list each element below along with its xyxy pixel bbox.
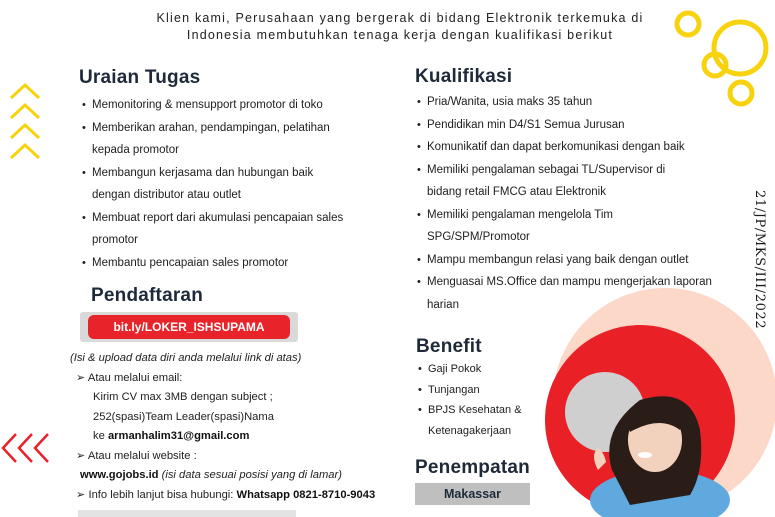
uraian-item: • Memonitoring & mensupport promotor di toko bbox=[82, 94, 372, 117]
kualifikasi-list bbox=[417, 91, 717, 316]
email-line-3 bbox=[70, 427, 400, 447]
kualifikasi-title: Kualifikasi bbox=[415, 66, 513, 87]
chevron-left-icon bbox=[0, 430, 60, 466]
website-note: (isi data sesuai posisi yang di lamar) bbox=[161, 469, 342, 481]
kualifikasi-item: • Memiliki pengalaman mengelola Tim SPG/SPM/Promotor bbox=[417, 204, 657, 249]
kualifikasi-item: • Menguasai MS.Office dan mampu mengerjakan laporan harian bbox=[417, 271, 712, 316]
uraian-title: Uraian Tugas bbox=[79, 67, 201, 88]
kualifikasi-item: • Mampu membangun relasi yang baik dengan outlet bbox=[417, 249, 717, 272]
website-label: ➢ Atau melalui website : bbox=[76, 449, 197, 462]
benefit-item: • BPJS Kesehatan & Ketenagakerjaan bbox=[418, 400, 538, 441]
contact-line bbox=[70, 486, 400, 506]
location-badge: Makassar bbox=[415, 483, 530, 505]
penempatan-title: Penempatan bbox=[415, 457, 530, 478]
benefit-list bbox=[418, 359, 538, 441]
kualifikasi-item: • Memiliki pengalaman sebagai TL/Supervisor di bidang retail FMCG atau Elektronik bbox=[417, 159, 702, 204]
uraian-item: • Memberikan arahan, pendampingan, pelatihan kepada promotor bbox=[82, 117, 352, 162]
benefit-title: Benefit bbox=[416, 336, 482, 357]
contact-prefix: ➢ Info lebih lanjut bisa hubungi: bbox=[76, 488, 237, 501]
kualifikasi-item: • Pendidikan min D4/S1 Semua Jurusan bbox=[417, 114, 717, 137]
uraian-item: • Membantu pencapaian sales promotor bbox=[82, 252, 372, 275]
whatsapp-contact[interactable]: Whatsapp 0821-8710-9043 bbox=[236, 488, 376, 501]
chevron-up-icon bbox=[8, 78, 42, 168]
email-address-link[interactable]: armanhalim31@gmail.com bbox=[107, 430, 250, 442]
uraian-item: • Membangun kerjasama dan hubungan baik dengan distributor atau outlet bbox=[82, 162, 344, 207]
email-prefix: ke bbox=[93, 430, 108, 442]
reference-code: 21/JP/MKS/III/2022 bbox=[752, 190, 767, 330]
kualifikasi-item: • Komunikatif dan dapat berkomunikasi dengan baik bbox=[417, 136, 717, 159]
website-link[interactable]: www.gojobs.id bbox=[80, 469, 159, 481]
uraian-list bbox=[82, 94, 372, 274]
registration-link-button[interactable]: bit.ly/LOKER_ISHSUPAMA bbox=[88, 315, 290, 339]
kualifikasi-item: • Pria/Wanita, usia maks 35 tahun bbox=[417, 91, 717, 114]
benefit-item: • Tunjangan bbox=[418, 380, 538, 401]
registration-note: (Isi & upload data diri anda melalui link di atas) bbox=[70, 352, 302, 364]
benefit-item: • Gaji Pokok bbox=[418, 359, 538, 380]
intro-text bbox=[120, 10, 680, 44]
email-line-1: Kirim CV max 3MB dengan subject ; bbox=[93, 391, 273, 403]
pendaftaran-title: Pendaftaran bbox=[91, 285, 204, 306]
email-line-2: 252(spasi)Team Leader(spasi)Nama bbox=[93, 410, 274, 423]
bottom-bar bbox=[78, 510, 296, 517]
email-label: ➢ Atau melalui email: bbox=[76, 371, 183, 384]
intro-line-2: Indonesia membutuhkan tenaga kerja dengan kualifikasi berikut bbox=[186, 28, 614, 42]
uraian-item: • Membuat report dari akumulasi pencapaian sales promotor bbox=[82, 207, 344, 252]
intro-line-1: Klien kami, Perusahaan yang bergerak di bidang Elektronik terkemuka di bbox=[156, 11, 644, 25]
website-line bbox=[70, 466, 400, 486]
registration-details bbox=[70, 349, 400, 505]
